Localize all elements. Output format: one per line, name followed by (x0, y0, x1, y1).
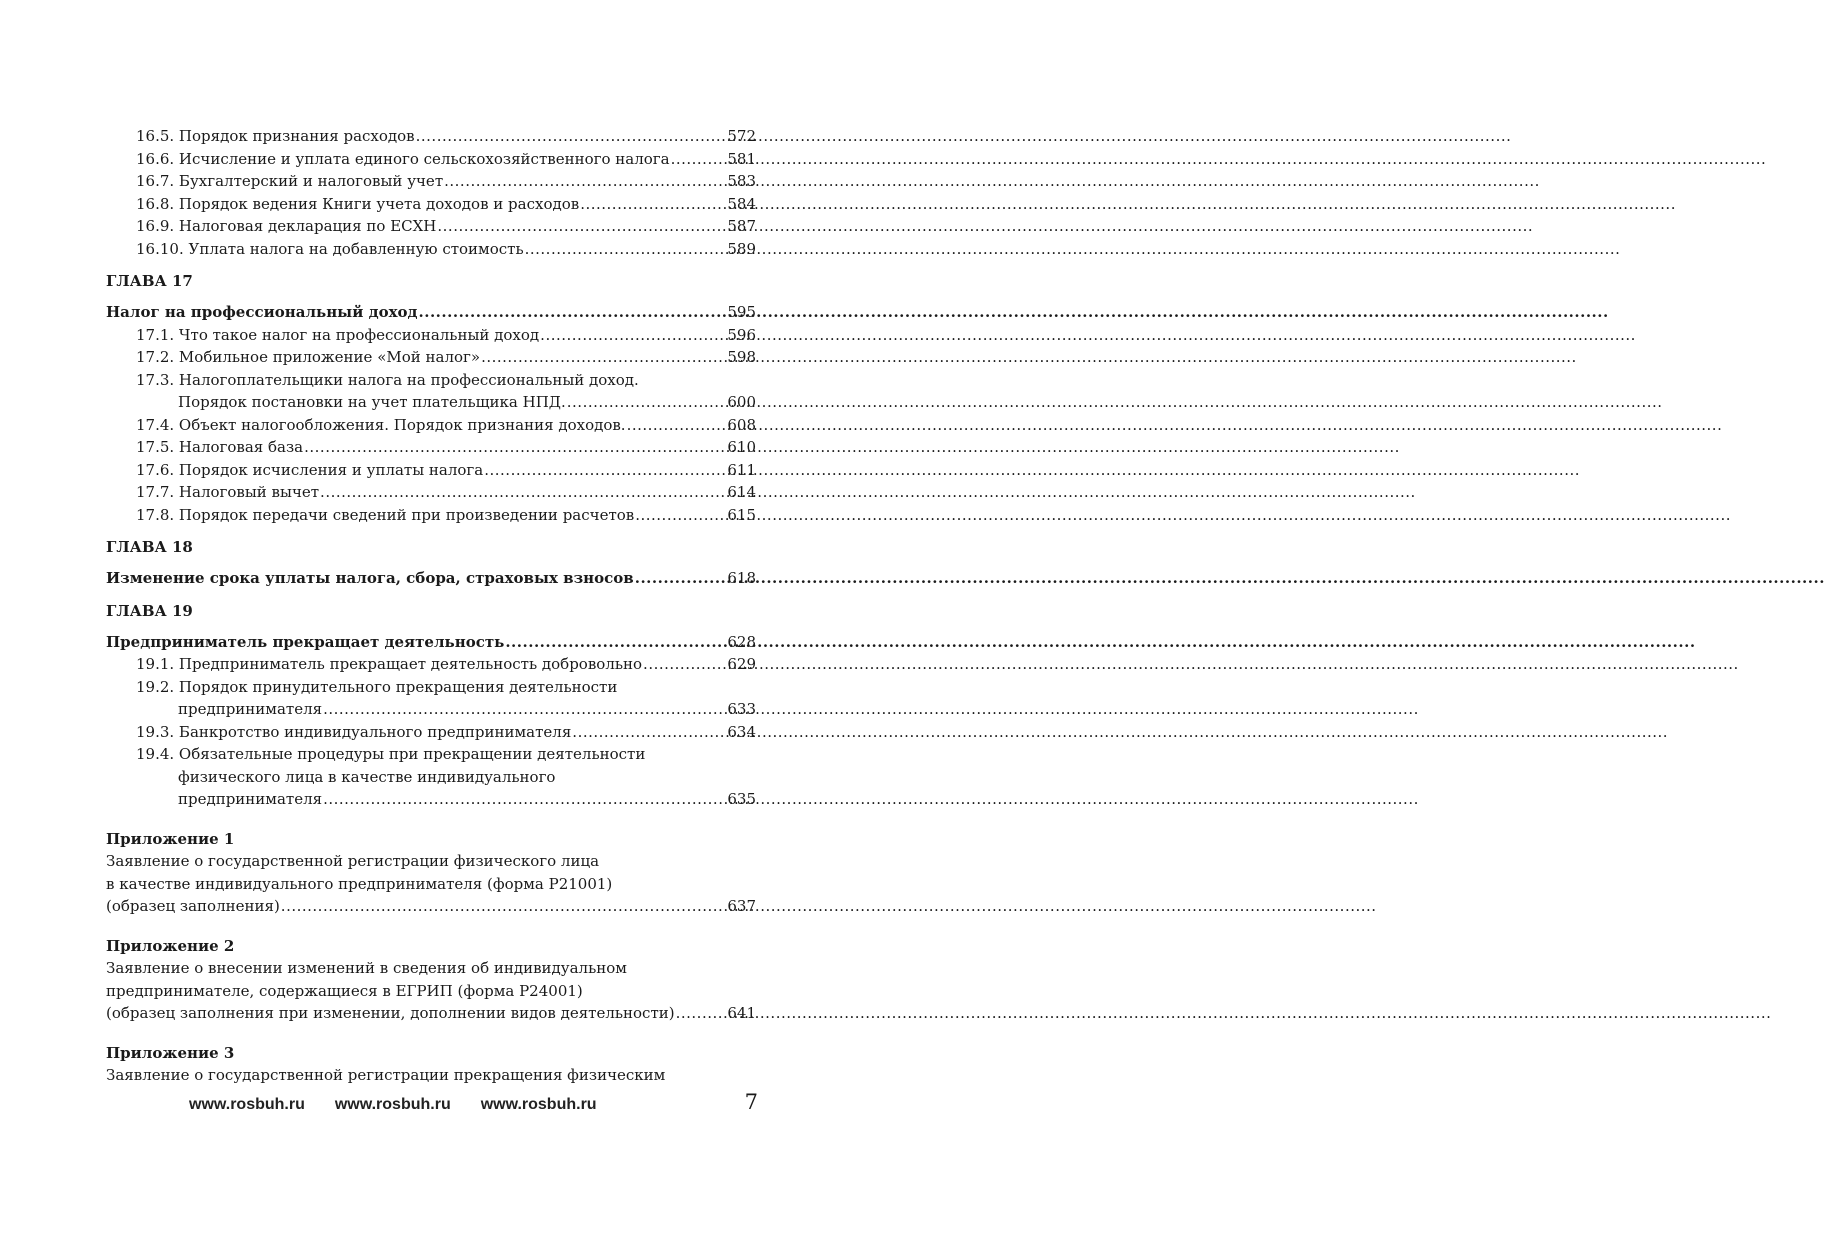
appendix-heading: Приложение 1 (106, 829, 235, 848)
toc-entry-title: 19.3. Банкротство индивидуального предпринимателя (136, 722, 572, 741)
toc-entry-title: 16.8. Порядок ведения Книги учета доходов и расходов (136, 194, 580, 213)
toc-entry[interactable] (106, 215, 756, 238)
toc-entry-title: 17.6. Порядок исчисления и уплаты налога (136, 460, 484, 479)
toc-entry-page: 634 (727, 722, 756, 741)
toc-entry[interactable] (106, 346, 756, 369)
toc-entry-page: 629 (727, 655, 756, 673)
toc-entry-page: 584 (727, 194, 756, 213)
toc-entry[interactable] (106, 414, 756, 437)
footer-link[interactable]: www.rosbuh.ru (480, 1096, 597, 1113)
toc-entry[interactable] (106, 698, 756, 721)
toc-entry-title: 17.2. Мобильное приложение «Мой налог» (136, 348, 481, 366)
dot-leader (643, 653, 720, 676)
toc-entry[interactable] (106, 1002, 756, 1025)
footer-link[interactable]: www.rosbuh.ru (189, 1096, 305, 1113)
dot-leader (635, 567, 720, 590)
toc-entry-title: 16.10. Уплата налога на добавленную стоимость (136, 239, 524, 258)
toc-entry[interactable] (106, 193, 756, 216)
dot-leader (525, 238, 720, 261)
toc-entry[interactable] (106, 148, 756, 171)
dot-leader (320, 481, 720, 504)
toc-entry-page: 608 (727, 415, 756, 434)
appendix-line[interactable]: Заявление о государственной регистрации физического лица (106, 852, 600, 870)
toc-entry-title: 16.6. Исчисление и уплата единого сельскохозяйственного налога (136, 149, 670, 168)
dot-leader (419, 301, 720, 324)
toc-entry-page: 596 (727, 325, 756, 344)
toc-entry-page: 581 (727, 149, 756, 168)
toc-entry-title: 17.8. Порядок передачи сведений при произведении расчетов (136, 505, 635, 524)
toc-entry-page: 600 (727, 393, 756, 411)
toc-entry-line[interactable]: 19.4. Обязательные процедуры при прекращении деятельности (136, 745, 646, 763)
chapter-heading: ГЛАВА 18 (106, 538, 193, 556)
dot-leader (323, 698, 720, 721)
table-of-contents (106, 125, 756, 1087)
dot-leader (567, 391, 720, 414)
toc-entry[interactable] (106, 125, 756, 148)
dot-leader (304, 436, 720, 459)
toc-entry-line[interactable]: 17.3. Налогоплательщики налога на профессиональный доход. (136, 370, 639, 389)
dot-leader (281, 895, 720, 918)
toc-entry-page: 614 (727, 483, 756, 501)
chapter-heading: ГЛАВА 17 (106, 272, 193, 290)
toc-entry[interactable] (106, 459, 756, 482)
toc-entry-title: (образец заполнения при изменении, дополнении видов деятельности) (106, 1004, 675, 1022)
toc-entry-title: предпринимателя (178, 790, 323, 808)
toc-entry-page: 628 (727, 632, 756, 651)
dot-leader (416, 125, 720, 148)
toc-entry-title: предпринимателя (178, 700, 323, 718)
toc-entry-title: 17.4. Объект налогообложения. Порядок признания доходов. (136, 415, 626, 434)
chapter-title-entry[interactable] (106, 301, 756, 324)
dot-leader (572, 721, 720, 744)
footer-link[interactable]: www.rosbuh.ru (334, 1096, 451, 1113)
toc-entry[interactable] (106, 895, 756, 918)
dot-leader (627, 414, 720, 437)
toc-entry-page: 589 (727, 239, 756, 258)
toc-entry-title: 17.7. Налоговый вычет (136, 483, 320, 501)
toc-entry[interactable] (106, 481, 756, 504)
toc-entry-page: 598 (727, 348, 756, 366)
dot-leader (505, 631, 720, 654)
chapter-heading: ГЛАВА 19 (106, 601, 193, 620)
toc-entry-title: 17.1. Что такое налог на профессиональный доход (136, 325, 540, 344)
toc-entry-title: 16.5. Порядок признания расходов (136, 127, 415, 145)
dot-leader (635, 504, 720, 527)
toc-entry-page: 611 (727, 460, 756, 479)
book-page (0, 0, 857, 1241)
toc-entry-title: Порядок постановки на учет плательщика НПД. (178, 393, 566, 411)
toc-entry-page: 618 (727, 569, 756, 587)
appendix-heading: Приложение 2 (106, 936, 235, 955)
chapter-title-entry[interactable] (106, 567, 756, 590)
appendix-line[interactable]: предпринимателе, содержащиеся в ЕГРИП (форма Р24001) (106, 981, 583, 1000)
dot-leader (484, 459, 720, 482)
toc-entry-title: 16.7. Бухгалтерский и налоговый учет (136, 172, 444, 190)
dot-leader (444, 170, 720, 193)
toc-entry[interactable] (106, 391, 756, 414)
chapter-title: Изменение срока уплаты налога, сбора, страховых взносов (106, 569, 634, 587)
toc-entry-page: 637 (727, 897, 756, 915)
dot-leader (676, 1002, 720, 1025)
toc-entry[interactable] (106, 788, 756, 811)
toc-entry[interactable] (106, 238, 756, 261)
toc-entry-page: 610 (727, 438, 756, 456)
dot-leader (437, 215, 720, 238)
toc-entry-page: 587 (727, 217, 756, 235)
toc-entry-page: 595 (727, 303, 756, 321)
toc-entry-page: 615 (727, 505, 756, 524)
footer-links (189, 1096, 627, 1114)
chapter-title: Налог на профессиональный доход (106, 303, 418, 321)
toc-entry[interactable] (106, 170, 756, 193)
toc-entry-title: (образец заполнения) (106, 897, 280, 915)
dot-leader (481, 346, 720, 369)
toc-entry[interactable] (106, 721, 756, 744)
toc-entry-page: 641 (727, 1004, 756, 1022)
toc-entry-title: 17.5. Налоговая база (136, 438, 304, 456)
appendix-line[interactable]: Заявление о внесении изменений в сведения об индивидуальном (106, 959, 627, 977)
toc-entry-page: 583 (727, 172, 756, 190)
appendix-line[interactable]: в качестве индивидуального предпринимателя (форма Р21001) (106, 874, 613, 893)
dot-leader (580, 193, 720, 216)
toc-entry[interactable] (106, 324, 756, 347)
toc-entry-page: 633 (727, 700, 756, 718)
appendix-line[interactable]: Заявление о государственной регистрации прекращения физическим (106, 1066, 666, 1084)
toc-entry-line[interactable]: физического лица в качестве индивидуального (178, 767, 556, 786)
toc-entry-page: 635 (727, 790, 756, 808)
toc-entry[interactable] (106, 653, 756, 676)
page-number: 7 (744, 1090, 758, 1114)
toc-entry-page: 572 (727, 127, 756, 145)
chapter-title: Предприниматель прекращает деятельность (106, 632, 505, 651)
toc-entry-title: 16.9. Налоговая декларация по ЕСХН (136, 217, 437, 235)
dot-leader (323, 788, 720, 811)
toc-entry[interactable] (106, 504, 756, 527)
dot-leader (671, 148, 720, 171)
toc-entry-title: 19.1. Предприниматель прекращает деятельность добровольно (136, 655, 643, 673)
toc-entry[interactable] (106, 436, 756, 459)
toc-entry-line[interactable]: 19.2. Порядок принудительного прекращения деятельности (136, 677, 618, 696)
chapter-title-entry[interactable] (106, 631, 756, 654)
dot-leader (540, 324, 720, 347)
appendix-heading: Приложение 3 (106, 1043, 235, 1062)
